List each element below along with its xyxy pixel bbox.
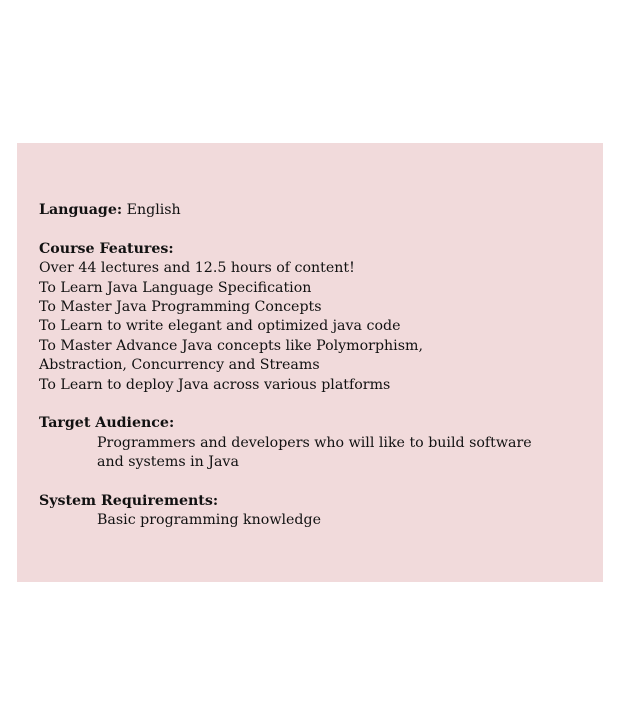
target-audience-text [39,434,593,473]
course-info-content [39,201,593,550]
course-feature-item: To Learn to deploy Java across various platforms [39,376,391,393]
course-features-section [39,240,593,395]
course-feature-item: To Learn to write elegant and optimized java code [39,318,401,335]
target-audience-line: Programmers and developers who will like to build software [97,434,532,451]
target-audience-heading: Target Audience: [39,415,175,432]
system-requirements-section [39,492,593,531]
language-label: Language: [39,202,123,218]
course-info-card [17,143,603,582]
course-feature-item: To Master Java Programming Concepts [39,299,322,316]
course-feature-item: Abstraction, Concurrency and Streams [39,357,320,374]
language-section [39,201,593,220]
language-row [39,201,593,220]
course-feature-item: To Master Advance Java concepts like Polymorphism, [39,337,423,354]
system-requirements-line: Basic programming knowledge [97,512,321,529]
language-value: English [126,202,181,218]
target-audience-section [39,414,593,472]
course-features-list [39,259,593,395]
system-requirements-text [39,511,593,530]
course-feature-item: Over 44 lectures and 12.5 hours of content! [39,260,355,277]
course-features-heading: Course Features: [39,240,174,257]
target-audience-line: and systems in Java [97,454,239,471]
system-requirements-heading: System Requirements: [39,493,219,510]
course-feature-item: To Learn Java Language Specification [39,279,312,296]
